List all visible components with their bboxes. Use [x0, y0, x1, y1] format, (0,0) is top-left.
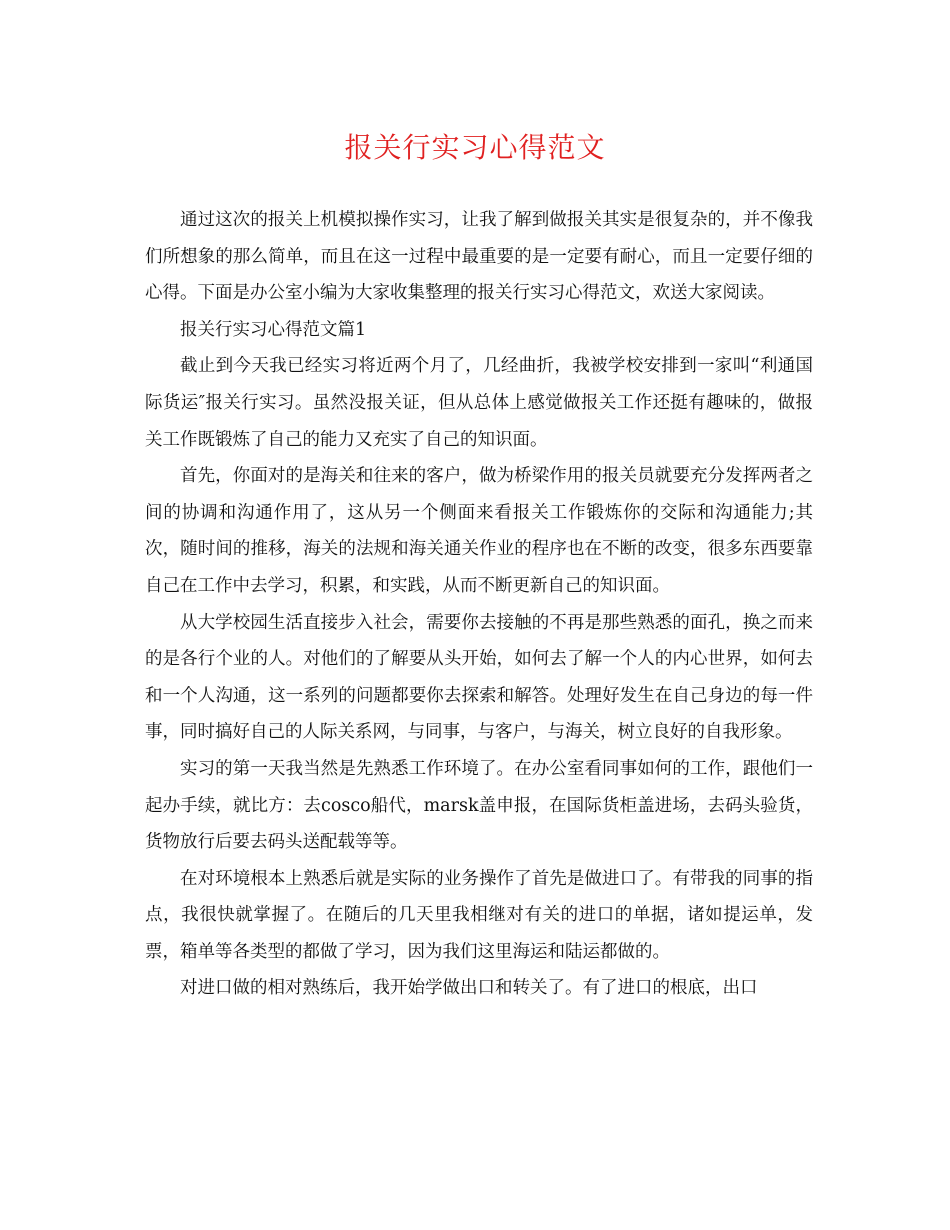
- paragraph: 实习的第一天我当然是先熟悉工作环境了。在办公室看同事如何的工作，跟他们一起办手续，就比方：去cosco船代，marsk盖申报，在国际货柜盖进场，去码头验货，货物放行后要去码头送配载等等。: [145, 758, 813, 853]
- paragraph: 首先，你面对的是海关和往来的客户，做为桥梁作用的报关员就要充分发挥两者之间的协调和沟通作用了，这从另一个侧面来看报关工作锻炼你的交际和沟通能力;其次，随时间的推移，海关的法规和海关通关作业的程序也在不断的改变，很多东西要靠自己在工作中去学习，积累，和实践，从而不断更新自己的知识面。: [145, 466, 813, 596]
- paragraph: 截止到今天我已经实习将近两个月了，几经曲折，我被学校安排到一家叫“利通国际货运″报关行实习。虽然没报关证，但从总体上感觉做报关工作还挺有趣味的，做报关工作既锻炼了自己的能力又充实了自己的知识面。: [145, 356, 813, 450]
- paragraph-intro: 通过这次的报关上机模拟操作实习，让我了解到做报关其实是很复杂的，并不像我们所想象的那么简单，而且在这一过程中最重要的是一定要有耐心，而且一定要仔细的心得。下面是办公室小编为大家收集整理的报关行实习心得范文，欢送大家阅读。: [145, 210, 813, 304]
- paragraph: 在对环境根本上熟悉后就是实际的业务操作了首先是做进口了。有带我的同事的指点，我很快就掌握了。在随后的几天里我相继对有关的进口的单据，诸如提运单，发票，箱单等各类型的都做了学习，因为我们这里海运和陆运都做的。: [145, 868, 813, 962]
- document-body: [145, 202, 813, 1007]
- paragraph: 对进口做的相对熟练后，我开始学做出口和转关了。有了进口的根底，出口: [180, 978, 758, 999]
- section-heading: 报关行实习心得范文篇1: [180, 319, 367, 340]
- document-title: 报关行实习心得范文: [344, 131, 606, 164]
- paragraph: 从大学校园生活直接步入社会，需要你去接触的不再是那些熟悉的面孔，换之而来的是各行个业的人。对他们的了解要从头开始，如何去了解一个人的内心世界，如何去和一个人沟通，这一系列的问题都要你去探索和解答。处理好发生在自己身边的每一件事，同时搞好自己的人际关系网，与同事，与客户，与海关，树立良好的自我形象。: [145, 612, 813, 743]
